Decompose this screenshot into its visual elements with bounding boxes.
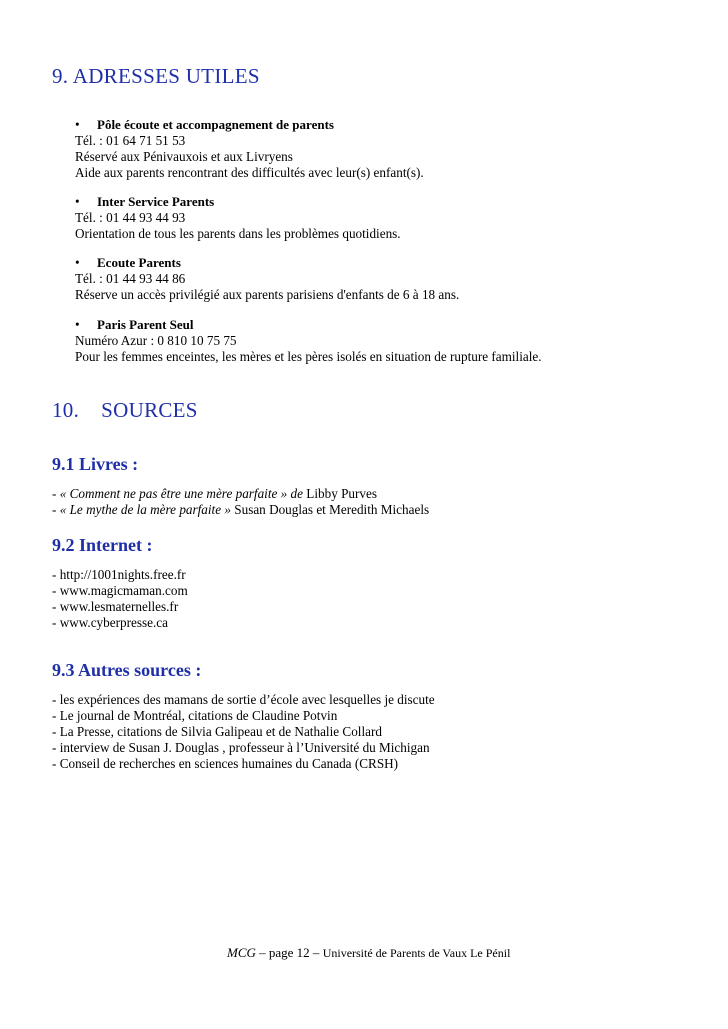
bullet-icon: • [75, 194, 80, 209]
book-title: - « Comment ne pas être une mère parfaite » de [52, 486, 303, 501]
section-10-title: SOURCES [101, 398, 198, 422]
livres-heading: 9.1 Livres : [52, 454, 139, 474]
list-item: - www.magicmaman.com [52, 583, 188, 598]
autres-sources-list [52, 692, 435, 772]
list-item: - Conseil de recherches en sciences humaines du Canada (CRSH) [52, 756, 399, 771]
entry-title: Inter Service Parents [97, 194, 215, 209]
entry-line: Tél. : 01 44 93 44 93 [75, 210, 186, 225]
section-10-heading [52, 398, 198, 423]
footer-author: MCG [227, 945, 256, 960]
address-entry-3 [75, 255, 459, 303]
list-item: - La Presse, citations de Silvia Galipeau et de Nathalie Collard [52, 724, 382, 739]
book-author: Libby Purves [303, 486, 377, 501]
address-entry-4 [75, 317, 542, 365]
entry-line: Réserve un accès privilégié aux parents parisiens d'enfants de 6 à 18 ans. [75, 287, 460, 302]
list-item [52, 486, 429, 502]
footer-org: Université de Parents de Vaux Le Pénil [322, 946, 511, 960]
book-author: Susan Douglas et Meredith Michaels [230, 502, 430, 517]
entry-line: Réservé aux Pénivauxois et aux Livryens [75, 149, 293, 164]
entry-line: Tél. : 01 64 71 51 53 [75, 133, 186, 148]
entry-title: Pôle écoute et accompagnement de parents [97, 117, 334, 132]
address-entry-2 [75, 194, 401, 242]
autres-sources-heading: 9.3 Autres sources : [52, 660, 202, 680]
entry-line: Numéro Azur : 0 810 10 75 75 [75, 333, 237, 348]
bullet-icon: • [75, 317, 80, 332]
list-item: - www.cyberpresse.ca [52, 615, 168, 630]
entry-line: Pour les femmes enceintes, les mères et les pères isolés en situation de rupture familiale. [75, 349, 542, 364]
section-10-number: 10. [52, 398, 80, 422]
list-item: - Le journal de Montréal, citations de Claudine Potvin [52, 708, 338, 723]
list-item: - les expériences des mamans de sortie d’école avec lesquelles je discute [52, 692, 435, 707]
entry-title: Ecoute Parents [97, 255, 181, 270]
list-item: - interview de Susan J. Douglas , professeur à l’Université du Michigan [52, 740, 430, 755]
internet-heading: 9.2 Internet : [52, 535, 153, 555]
internet-list [52, 567, 188, 631]
entry-line: Tél. : 01 44 93 44 86 [75, 271, 186, 286]
livres-list [52, 486, 429, 518]
entry-line: Orientation de tous les parents dans les problèmes quotidiens. [75, 226, 401, 241]
bullet-icon: • [75, 117, 80, 132]
list-item [52, 502, 429, 518]
bullet-icon: • [75, 255, 80, 270]
footer-page: – page 12 – [255, 945, 323, 960]
entry-line: Aide aux parents rencontrant des difficultés avec leur(s) enfant(s). [75, 165, 424, 180]
page-footer [227, 945, 510, 961]
entry-title: Paris Parent Seul [97, 317, 194, 332]
address-entry-1 [75, 117, 424, 181]
list-item: - www.lesmaternelles.fr [52, 599, 179, 614]
section-9-heading: 9. ADRESSES UTILES [52, 64, 260, 88]
book-title: - « Le mythe de la mère parfaite » [52, 502, 231, 517]
list-item: - http://1001nights.free.fr [52, 567, 186, 582]
